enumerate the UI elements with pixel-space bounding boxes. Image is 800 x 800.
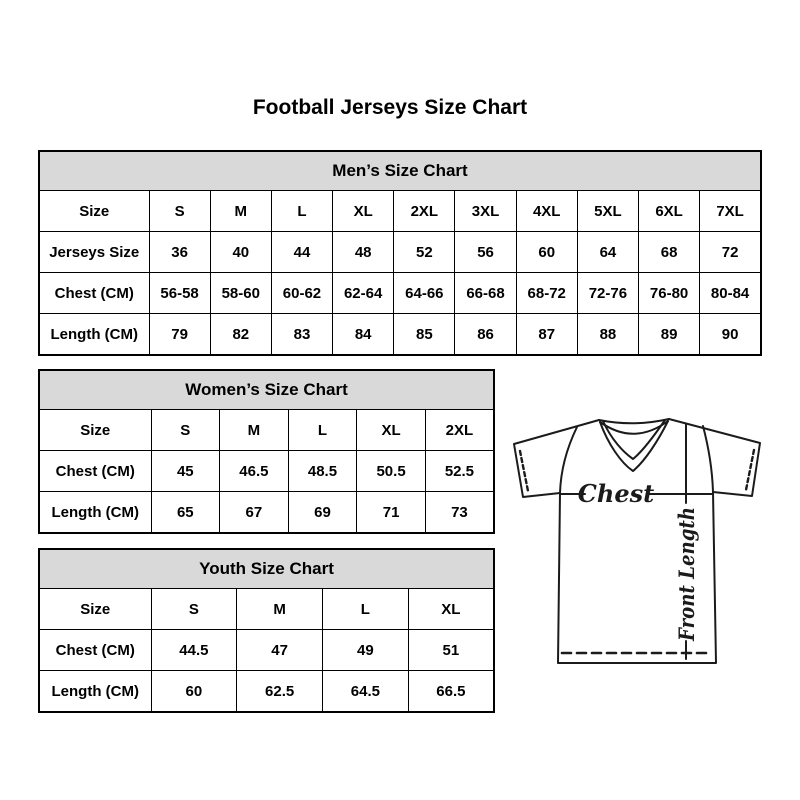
table-row (39, 232, 761, 273)
value-cell: 48 (333, 232, 394, 273)
value-cell: XL (357, 410, 426, 451)
table-row (39, 191, 761, 232)
value-cell: L (271, 191, 332, 232)
value-cell: 45 (151, 451, 220, 492)
jersey-diagram (503, 403, 769, 673)
value-cell: 5XL (577, 191, 638, 232)
value-cell: 87 (516, 314, 577, 356)
value-cell: S (151, 589, 237, 630)
row-header-cell: Length (CM) (39, 314, 149, 356)
table-row (39, 671, 494, 713)
value-cell: 58-60 (210, 273, 271, 314)
value-cell: 52 (394, 232, 455, 273)
value-cell: 62.5 (237, 671, 323, 713)
value-cell: 80-84 (700, 273, 761, 314)
table-row (39, 314, 761, 356)
table-title-row (39, 151, 761, 191)
row-header-cell: Length (CM) (39, 492, 151, 534)
collar-top-line (599, 419, 669, 423)
value-cell: 7XL (700, 191, 761, 232)
right-armhole-seam (703, 426, 713, 492)
row-header-cell: Size (39, 410, 151, 451)
youth-size-table (38, 548, 495, 713)
value-cell: 40 (210, 232, 271, 273)
row-header-cell: Jerseys Size (39, 232, 149, 273)
value-cell: 66.5 (408, 671, 494, 713)
value-cell: 2XL (425, 410, 494, 451)
value-cell: 65 (151, 492, 220, 534)
value-cell: 56 (455, 232, 516, 273)
value-cell: 3XL (455, 191, 516, 232)
value-cell: 66-68 (455, 273, 516, 314)
value-cell: S (151, 410, 220, 451)
value-cell: 51 (408, 630, 494, 671)
row-header-cell: Chest (CM) (39, 273, 149, 314)
table-row (39, 451, 494, 492)
right-sleeve-hem-dashes (746, 450, 754, 490)
value-cell: 49 (323, 630, 409, 671)
value-cell: 44.5 (151, 630, 237, 671)
chest-label: Chest (577, 479, 655, 508)
table-row (39, 492, 494, 534)
value-cell: 69 (288, 492, 357, 534)
value-cell: XL (333, 191, 394, 232)
value-cell: 60-62 (271, 273, 332, 314)
value-cell: 2XL (394, 191, 455, 232)
mens-size-table (38, 150, 762, 356)
value-cell: 90 (700, 314, 761, 356)
value-cell: L (288, 410, 357, 451)
value-cell: M (237, 589, 323, 630)
value-cell: 56-58 (149, 273, 210, 314)
table-row (39, 273, 761, 314)
value-cell: 86 (455, 314, 516, 356)
value-cell: 60 (151, 671, 237, 713)
value-cell: 36 (149, 232, 210, 273)
table-title: Men’s Size Chart (39, 151, 761, 191)
value-cell: 44 (271, 232, 332, 273)
value-cell: 50.5 (357, 451, 426, 492)
vneck-inner-line (603, 420, 665, 459)
value-cell: M (210, 191, 271, 232)
value-cell: 79 (149, 314, 210, 356)
value-cell: 83 (271, 314, 332, 356)
row-header-cell: Size (39, 191, 149, 232)
value-cell: M (220, 410, 289, 451)
value-cell: 88 (577, 314, 638, 356)
value-cell: 76-80 (639, 273, 700, 314)
table-row (39, 589, 494, 630)
table-title-row (39, 549, 494, 589)
value-cell: 48.5 (288, 451, 357, 492)
table-title-row (39, 370, 494, 410)
value-cell: 64-66 (394, 273, 455, 314)
table-title: Women’s Size Chart (39, 370, 494, 410)
value-cell: 64.5 (323, 671, 409, 713)
value-cell: 47 (237, 630, 323, 671)
value-cell: 89 (639, 314, 700, 356)
value-cell: 6XL (639, 191, 700, 232)
value-cell: 4XL (516, 191, 577, 232)
value-cell: XL (408, 589, 494, 630)
value-cell: 82 (210, 314, 271, 356)
womens-size-table (38, 369, 495, 534)
value-cell: 67 (220, 492, 289, 534)
value-cell: S (149, 191, 210, 232)
value-cell: L (323, 589, 409, 630)
table-row (39, 630, 494, 671)
value-cell: 85 (394, 314, 455, 356)
row-header-cell: Chest (CM) (39, 451, 151, 492)
value-cell: 62-64 (333, 273, 394, 314)
value-cell: 52.5 (425, 451, 494, 492)
value-cell: 46.5 (220, 451, 289, 492)
left-armhole-seam (560, 427, 577, 493)
value-cell: 73 (425, 492, 494, 534)
value-cell: 64 (577, 232, 638, 273)
value-cell: 60 (516, 232, 577, 273)
row-header-cell: Chest (CM) (39, 630, 151, 671)
value-cell: 84 (333, 314, 394, 356)
row-header-cell: Size (39, 589, 151, 630)
value-cell: 68-72 (516, 273, 577, 314)
value-cell: 72 (700, 232, 761, 273)
table-title: Youth Size Chart (39, 549, 494, 589)
row-header-cell: Length (CM) (39, 671, 151, 713)
value-cell: 72-76 (577, 273, 638, 314)
value-cell: 68 (639, 232, 700, 273)
value-cell: 71 (357, 492, 426, 534)
front-length-label: Front Length (674, 486, 699, 641)
page-title: Football Jerseys Size Chart (252, 96, 528, 119)
table-row (39, 410, 494, 451)
